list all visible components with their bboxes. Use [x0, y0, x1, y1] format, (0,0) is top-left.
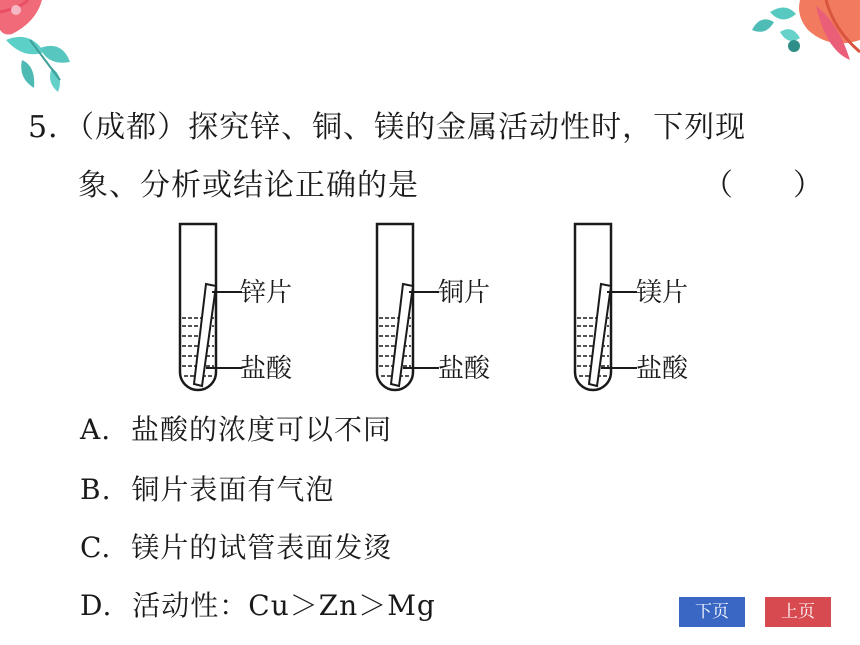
option-a[interactable] — [80, 412, 392, 448]
option-b[interactable] — [80, 472, 334, 508]
question-text-line2: 象、分析或结论正确的是 — [78, 168, 419, 203]
option-a-letter: A. — [80, 413, 112, 446]
answer-parentheses: （ ） — [703, 168, 823, 203]
option-c-text: 镁片的试管表面发烫 — [131, 531, 393, 564]
option-a-text: 盐酸的浓度可以不同 — [131, 413, 393, 446]
next-page-button[interactable]: 下页 — [679, 597, 745, 627]
option-d-text: 活动性：Cu＞Zn＞Mg — [132, 589, 436, 622]
tube-zinc — [180, 224, 242, 390]
label-copper-strip: 铜片 — [438, 278, 491, 308]
floral-decoration-right-icon — [730, 0, 860, 75]
label-zinc-strip: 锌片 — [240, 278, 293, 308]
label-acid-2: 盐酸 — [438, 354, 491, 384]
option-d-letter: D. — [80, 589, 113, 622]
question-text-line1: 5．（成都）探究锌、铜、镁的金属活动性时，下列现 — [28, 110, 747, 145]
previous-page-button[interactable]: 上页 — [765, 597, 831, 627]
tube-copper — [377, 224, 439, 390]
label-acid-1: 盐酸 — [240, 354, 293, 384]
option-d[interactable] — [80, 588, 436, 624]
tube-magnesium — [575, 224, 637, 390]
label-magnesium-strip: 镁片 — [636, 278, 689, 308]
option-b-text: 铜片表面有气泡 — [131, 473, 335, 506]
option-c-letter: C. — [80, 531, 112, 564]
label-acid-3: 盐酸 — [636, 354, 689, 384]
floral-decoration-left-icon — [0, 0, 90, 95]
option-b-letter: B. — [80, 473, 112, 506]
option-c[interactable] — [80, 530, 392, 566]
